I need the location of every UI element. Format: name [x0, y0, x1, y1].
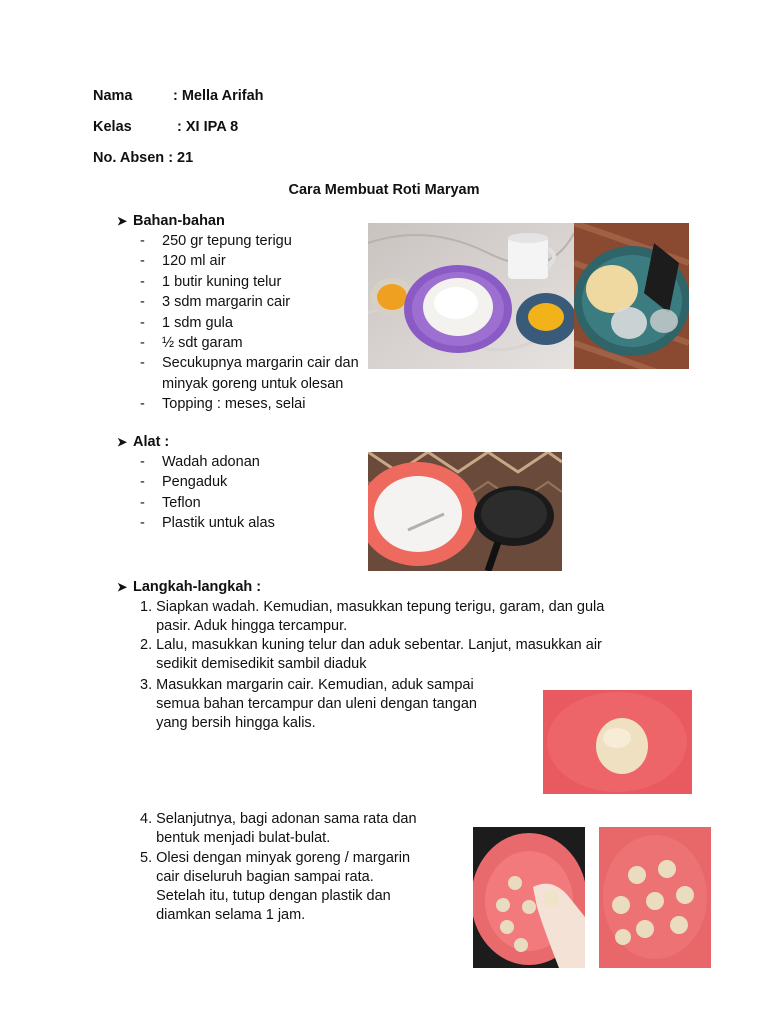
alat-heading-text: Alat :	[133, 434, 170, 450]
step-3-line-3: yang bersih hingga kalis.	[140, 715, 316, 731]
step-3-line-1: 3. Masukkan margarin cair. Kemudian, aduk sampai	[140, 677, 474, 693]
bahan-heading-text: Bahan-bahan	[133, 213, 225, 229]
arrow-bullet-icon: ➤	[117, 435, 128, 449]
document-title: Cara Membuat Roti Maryam	[288, 182, 480, 198]
langkah-heading-text: Langkah-langkah :	[133, 579, 262, 595]
photo-dough-balls-hand	[473, 827, 585, 968]
step-1-line-1: 1. Siapkan wadah. Kemudian, masukkan tepung terigu, garam, dan gula	[140, 599, 605, 615]
absen-label: No. Absen : 21	[93, 150, 194, 166]
name-value: : Mella Arifah	[173, 88, 264, 104]
arrow-bullet-icon: ➤	[117, 580, 128, 594]
step-4-line-1: 4. Selanjutnya, bagi adonan sama rata dan	[140, 811, 417, 827]
step-5-line-4: diamkan selama 1 jam.	[140, 907, 306, 923]
step-3-line-2: semua bahan tercampur dan uleni dengan tangan	[140, 696, 477, 712]
photo-ingredient-packs	[574, 223, 689, 369]
step-5-line-3: Setelah itu, tutup dengan plastik dan	[140, 888, 391, 904]
step-2-line-1: 2. Lalu, masukkan kuning telur dan aduk sebentar. Lanjut, masukkan air	[140, 637, 602, 653]
class-value: : XI IPA 8	[177, 119, 239, 135]
class-label: Kelas	[93, 119, 132, 135]
step-4-line-2: bentuk menjadi bulat-bulat.	[140, 830, 331, 846]
photo-dough-balls	[599, 827, 711, 968]
step-2-line-2: sedikit demisedikit sambil diaduk	[140, 656, 367, 672]
alat-heading	[117, 434, 169, 450]
photo-dough	[543, 690, 692, 794]
photo-tools	[368, 452, 562, 571]
langkah-heading	[117, 579, 261, 595]
step-5-line-2: cair diseluruh bagian sampai rata.	[140, 869, 374, 885]
arrow-bullet-icon: ➤	[117, 214, 128, 228]
step-1-line-2: pasir. Aduk hingga tercampur.	[140, 618, 348, 634]
name-label: Nama	[93, 88, 133, 104]
bahan-heading	[117, 213, 225, 229]
photo-ingredients	[368, 223, 574, 369]
step-5-line-1: 5. Olesi dengan minyak goreng / margarin	[140, 850, 411, 866]
